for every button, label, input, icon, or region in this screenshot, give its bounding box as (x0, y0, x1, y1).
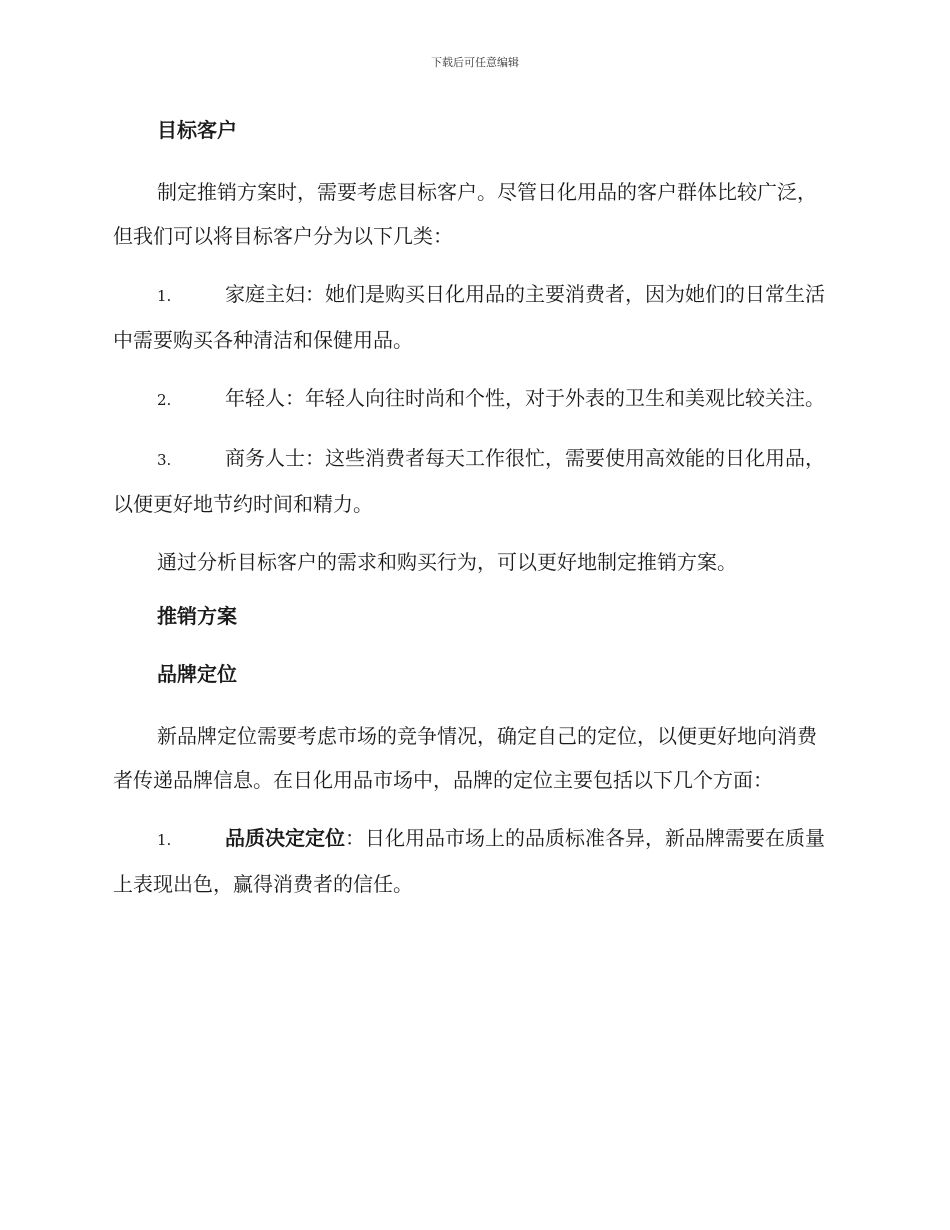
list-number: 1. (157, 287, 172, 305)
heading-brand-positioning: 品牌定位 (157, 662, 237, 686)
heading-promotion-plan: 推销方案 (157, 604, 237, 628)
list-number: 1. (157, 831, 172, 849)
list-text: 家庭主妇：她们是购买日化用品的主要消费者，因为她们的日常生活中需要购买各种清洁和保健用品。 (113, 282, 825, 352)
document-body (113, 112, 835, 920)
list-text: 商务人士：这些消费者每天工作很忙，需要使用高效能的日化用品，以便更好地节约时间和精力。 (113, 446, 825, 516)
heading-target-customers: 目标客户 (157, 118, 237, 142)
paragraph-target-conclusion: 通过分析目标客户的需求和购买行为，可以更好地制定推销方案。 (157, 550, 737, 574)
list-number: 3. (157, 451, 172, 469)
list-item (113, 376, 835, 422)
list-text: 年轻人：年轻人向往时尚和个性，对于外表的卫生和美观比较关注。 (225, 386, 825, 410)
page-header: 下载后可任意编辑 (431, 56, 519, 69)
paragraph-brand-intro: 新品牌定位需要考虑市场的竞争情况，确定自己的定位，以便更好地向消费者传递品牌信息。在日化用品市场中，品牌的定位主要包括以下几个方面： (113, 724, 817, 792)
list-item (113, 272, 835, 362)
paragraph-target-intro: 制定推销方案时，需要考虑目标客户。尽管日化用品的客户群体比较广泛，但我们可以将目标客户分为以下几类： (113, 180, 817, 248)
list-item (113, 816, 835, 906)
list-text: ：日化用品市场上的品质标准各异，新品牌需要在质量上表现出色，赢得消费者的信任。 (113, 826, 825, 896)
list-number: 2. (157, 391, 172, 409)
list-bold-term: 品质决定定位 (225, 826, 345, 850)
list-item (113, 436, 835, 526)
